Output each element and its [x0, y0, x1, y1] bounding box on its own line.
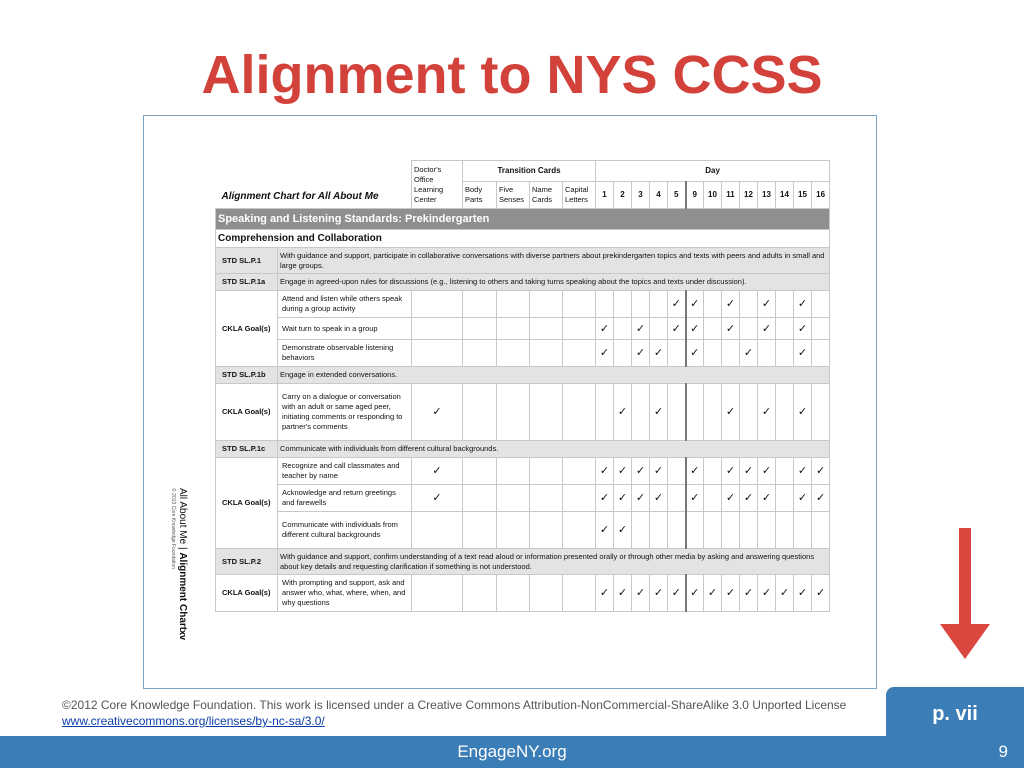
check-cell	[632, 384, 650, 441]
header-card-name-cards: Name Cards	[530, 182, 563, 209]
std-text: Communicate with individuals from different cultural backgrounds.	[278, 441, 830, 458]
check-cell	[740, 318, 758, 340]
check-mark: ✓	[596, 318, 614, 340]
check-cell	[776, 318, 794, 340]
footer-site-name: EngageNY.org	[457, 742, 567, 761]
check-cell	[704, 291, 722, 318]
header-day-11: 11	[722, 182, 740, 209]
check-mark: ✓	[614, 458, 632, 485]
check-cell	[497, 458, 530, 485]
check-cell	[668, 485, 686, 512]
check-cell	[463, 318, 497, 340]
check-cell	[812, 291, 830, 318]
check-mark: ✓	[740, 340, 758, 367]
check-mark: ✓	[722, 458, 740, 485]
header-day-15: 15	[794, 182, 812, 209]
goal-text: Acknowledge and return greetings and farewells	[278, 485, 412, 512]
check-mark: ✓	[758, 458, 776, 485]
check-mark: ✓	[776, 575, 794, 612]
std-label: STD SL.P.1c	[216, 441, 278, 458]
check-cell	[614, 291, 632, 318]
side-running-header	[152, 488, 188, 648]
check-mark: ✓	[812, 485, 830, 512]
check-mark: ✓	[794, 340, 812, 367]
check-mark: ✓	[794, 291, 812, 318]
check-cell	[776, 291, 794, 318]
check-cell	[668, 512, 686, 549]
check-cell	[463, 575, 497, 612]
check-mark: ✓	[686, 340, 704, 367]
header-day-3: 3	[632, 182, 650, 209]
header-day-9: 9	[686, 182, 704, 209]
side-title: All About Me	[177, 488, 188, 545]
check-mark: ✓	[650, 485, 668, 512]
header-day: Day	[596, 161, 830, 182]
check-mark: ✓	[812, 458, 830, 485]
check-mark: ✓	[412, 485, 463, 512]
side-header-line	[177, 488, 188, 648]
check-mark: ✓	[722, 384, 740, 441]
check-cell	[563, 458, 596, 485]
alignment-chart-table	[215, 160, 830, 612]
check-cell	[530, 384, 563, 441]
check-cell	[497, 340, 530, 367]
check-mark: ✓	[668, 318, 686, 340]
slide-title: Alignment to NYS CCSS	[201, 45, 823, 105]
check-mark: ✓	[650, 458, 668, 485]
check-mark: ✓	[650, 384, 668, 441]
check-cell	[704, 340, 722, 367]
check-cell	[596, 384, 614, 441]
check-cell	[530, 575, 563, 612]
check-cell	[412, 291, 463, 318]
check-mark: ✓	[668, 575, 686, 612]
header-day-1: 1	[596, 182, 614, 209]
check-mark: ✓	[632, 485, 650, 512]
check-mark: ✓	[794, 384, 812, 441]
header-card-capital-letters: Capital Letters	[563, 182, 596, 209]
check-mark: ✓	[596, 575, 614, 612]
check-cell	[530, 458, 563, 485]
header-card-five-senses: Five Senses	[497, 182, 530, 209]
check-cell	[412, 512, 463, 549]
check-cell	[812, 340, 830, 367]
check-cell	[497, 318, 530, 340]
check-mark: ✓	[794, 575, 812, 612]
check-cell	[650, 512, 668, 549]
check-mark: ✓	[596, 458, 614, 485]
check-cell	[740, 384, 758, 441]
check-cell	[722, 512, 740, 549]
check-cell	[530, 485, 563, 512]
goal-text: Attend and listen while others speak during a group activity	[278, 291, 412, 318]
check-mark: ✓	[758, 384, 776, 441]
goal-text: Communicate with individuals from different cultural backgrounds	[278, 512, 412, 549]
std-text: With guidance and support, confirm understanding of a text read aloud or information presented orally or through other media by asking and answering questions about key details and requesting clarification if something is not understood.	[278, 549, 830, 575]
check-mark: ✓	[614, 384, 632, 441]
check-mark: ✓	[668, 291, 686, 318]
check-cell	[668, 340, 686, 367]
check-cell	[776, 458, 794, 485]
check-cell	[463, 291, 497, 318]
check-mark: ✓	[412, 458, 463, 485]
check-cell	[812, 384, 830, 441]
check-mark: ✓	[812, 575, 830, 612]
check-mark: ✓	[794, 318, 812, 340]
header-day-16: 16	[812, 182, 830, 209]
check-cell	[632, 512, 650, 549]
check-cell	[412, 575, 463, 612]
check-mark: ✓	[650, 575, 668, 612]
check-cell	[412, 318, 463, 340]
check-mark: ✓	[614, 575, 632, 612]
check-cell	[563, 318, 596, 340]
check-cell	[704, 384, 722, 441]
check-mark: ✓	[740, 458, 758, 485]
down-arrow-icon	[940, 528, 990, 660]
license-link[interactable]: www.creativecommons.org/licenses/by-nc-sa/3.0/	[62, 714, 325, 728]
check-mark: ✓	[740, 485, 758, 512]
check-cell	[412, 340, 463, 367]
check-cell	[776, 512, 794, 549]
check-cell	[722, 340, 740, 367]
check-mark: ✓	[686, 458, 704, 485]
check-cell	[463, 512, 497, 549]
goal-text: With prompting and support, ask and answer who, what, where, when, and why questions	[278, 575, 412, 612]
check-cell	[758, 340, 776, 367]
header-day-2: 2	[614, 182, 632, 209]
check-cell	[463, 458, 497, 485]
check-cell	[614, 318, 632, 340]
header-day-10: 10	[704, 182, 722, 209]
check-mark: ✓	[758, 575, 776, 612]
check-cell	[704, 512, 722, 549]
header-card-body-parts: Body Parts	[463, 182, 497, 209]
std-label: STD SL.P.2	[216, 549, 278, 575]
goal-text: Demonstrate observable listening behaviors	[278, 340, 412, 367]
check-cell	[776, 384, 794, 441]
check-cell	[530, 512, 563, 549]
check-mark: ✓	[686, 575, 704, 612]
check-mark: ✓	[722, 291, 740, 318]
check-cell	[530, 340, 563, 367]
header-day-5: 5	[668, 182, 686, 209]
header-day-4: 4	[650, 182, 668, 209]
goal-text: Recognize and call classmates and teacher by name	[278, 458, 412, 485]
license-text: ©2012 Core Knowledge Foundation. This work is licensed under a Creative Commons Attribution-NonCommercial-ShareAlike 3.0 Unported License	[62, 698, 847, 712]
ckla-goals-label: CKLA Goal(s)	[216, 575, 278, 612]
check-mark: ✓	[740, 575, 758, 612]
check-mark: ✓	[632, 340, 650, 367]
check-cell	[740, 512, 758, 549]
check-cell	[497, 485, 530, 512]
check-cell	[650, 318, 668, 340]
header-day-13: 13	[758, 182, 776, 209]
check-mark: ✓	[614, 512, 632, 549]
check-cell	[596, 291, 614, 318]
check-mark: ✓	[794, 485, 812, 512]
check-cell	[463, 485, 497, 512]
std-label: STD SL.P.1a	[216, 274, 278, 291]
header-day-14: 14	[776, 182, 794, 209]
std-label: STD SL.P.1	[216, 248, 278, 274]
header-day-12: 12	[740, 182, 758, 209]
check-mark: ✓	[686, 485, 704, 512]
section-heading: Speaking and Listening Standards: Prekindergarten	[216, 209, 830, 230]
check-cell	[812, 512, 830, 549]
check-cell	[776, 340, 794, 367]
check-cell	[740, 291, 758, 318]
side-copyright: © 2013 Core Knowledge Foundation	[170, 488, 176, 569]
check-cell	[668, 384, 686, 441]
check-mark: ✓	[722, 318, 740, 340]
subsection-heading: Comprehension and Collaboration	[216, 230, 830, 248]
check-mark: ✓	[722, 575, 740, 612]
check-cell	[704, 318, 722, 340]
goal-text: Carry on a dialogue or conversation with an adult or same aged peer, initiating comments or responding to partner's comments	[278, 384, 412, 441]
check-mark: ✓	[596, 485, 614, 512]
check-cell	[668, 458, 686, 485]
std-label: STD SL.P.1b	[216, 367, 278, 384]
check-cell	[812, 318, 830, 340]
goal-text: Wait turn to speak in a group	[278, 318, 412, 340]
check-mark: ✓	[758, 291, 776, 318]
chart-label: Alignment Chart for All About Me	[221, 191, 379, 202]
check-mark: ✓	[632, 575, 650, 612]
check-cell	[563, 512, 596, 549]
check-cell	[563, 384, 596, 441]
check-cell	[650, 291, 668, 318]
check-mark: ✓	[650, 340, 668, 367]
check-mark: ✓	[704, 575, 722, 612]
check-cell	[704, 458, 722, 485]
check-cell	[563, 575, 596, 612]
check-mark: ✓	[758, 318, 776, 340]
check-cell	[686, 512, 704, 549]
slide-number: 9	[998, 742, 1008, 761]
check-cell	[563, 485, 596, 512]
std-text: Engage in extended conversations.	[278, 367, 830, 384]
check-cell	[758, 512, 776, 549]
check-mark: ✓	[596, 340, 614, 367]
check-mark: ✓	[412, 384, 463, 441]
check-mark: ✓	[632, 318, 650, 340]
check-cell	[530, 291, 563, 318]
ckla-goals-label: CKLA Goal(s)	[216, 384, 278, 441]
check-mark: ✓	[686, 291, 704, 318]
check-cell	[497, 291, 530, 318]
side-subtitle: Alignment Chart	[177, 552, 188, 631]
ckla-goals-label: CKLA Goal(s)	[216, 458, 278, 549]
check-cell	[463, 384, 497, 441]
check-mark: ✓	[758, 485, 776, 512]
check-cell	[563, 340, 596, 367]
check-cell	[497, 575, 530, 612]
check-cell	[563, 291, 596, 318]
check-cell	[686, 384, 704, 441]
ckla-goals-label: CKLA Goal(s)	[216, 291, 278, 367]
check-mark: ✓	[614, 485, 632, 512]
page-reference-badge: p. vii	[886, 687, 1024, 737]
std-text: With guidance and support, participate in collaborative conversations with diverse partners about prekindergarten topics and texts with peers and adults in small and large groups.	[278, 248, 830, 274]
check-cell	[704, 485, 722, 512]
check-cell	[776, 485, 794, 512]
check-cell	[794, 512, 812, 549]
check-mark: ✓	[596, 512, 614, 549]
side-separator: |	[177, 546, 188, 550]
check-mark: ✓	[632, 458, 650, 485]
side-page-number: xv	[178, 630, 188, 641]
check-mark: ✓	[794, 458, 812, 485]
check-cell	[463, 340, 497, 367]
check-mark: ✓	[686, 318, 704, 340]
check-cell	[497, 384, 530, 441]
header-doctors-office: Doctor's Office Learning Center	[412, 161, 463, 209]
check-cell	[497, 512, 530, 549]
check-cell	[614, 340, 632, 367]
check-mark: ✓	[722, 485, 740, 512]
header-transition-cards: Transition Cards	[463, 161, 596, 182]
check-cell	[632, 291, 650, 318]
check-cell	[530, 318, 563, 340]
std-text: Engage in agreed-upon rules for discussions (e.g., listening to others and taking turns speaking about the topics and texts under discussion).	[278, 274, 830, 291]
